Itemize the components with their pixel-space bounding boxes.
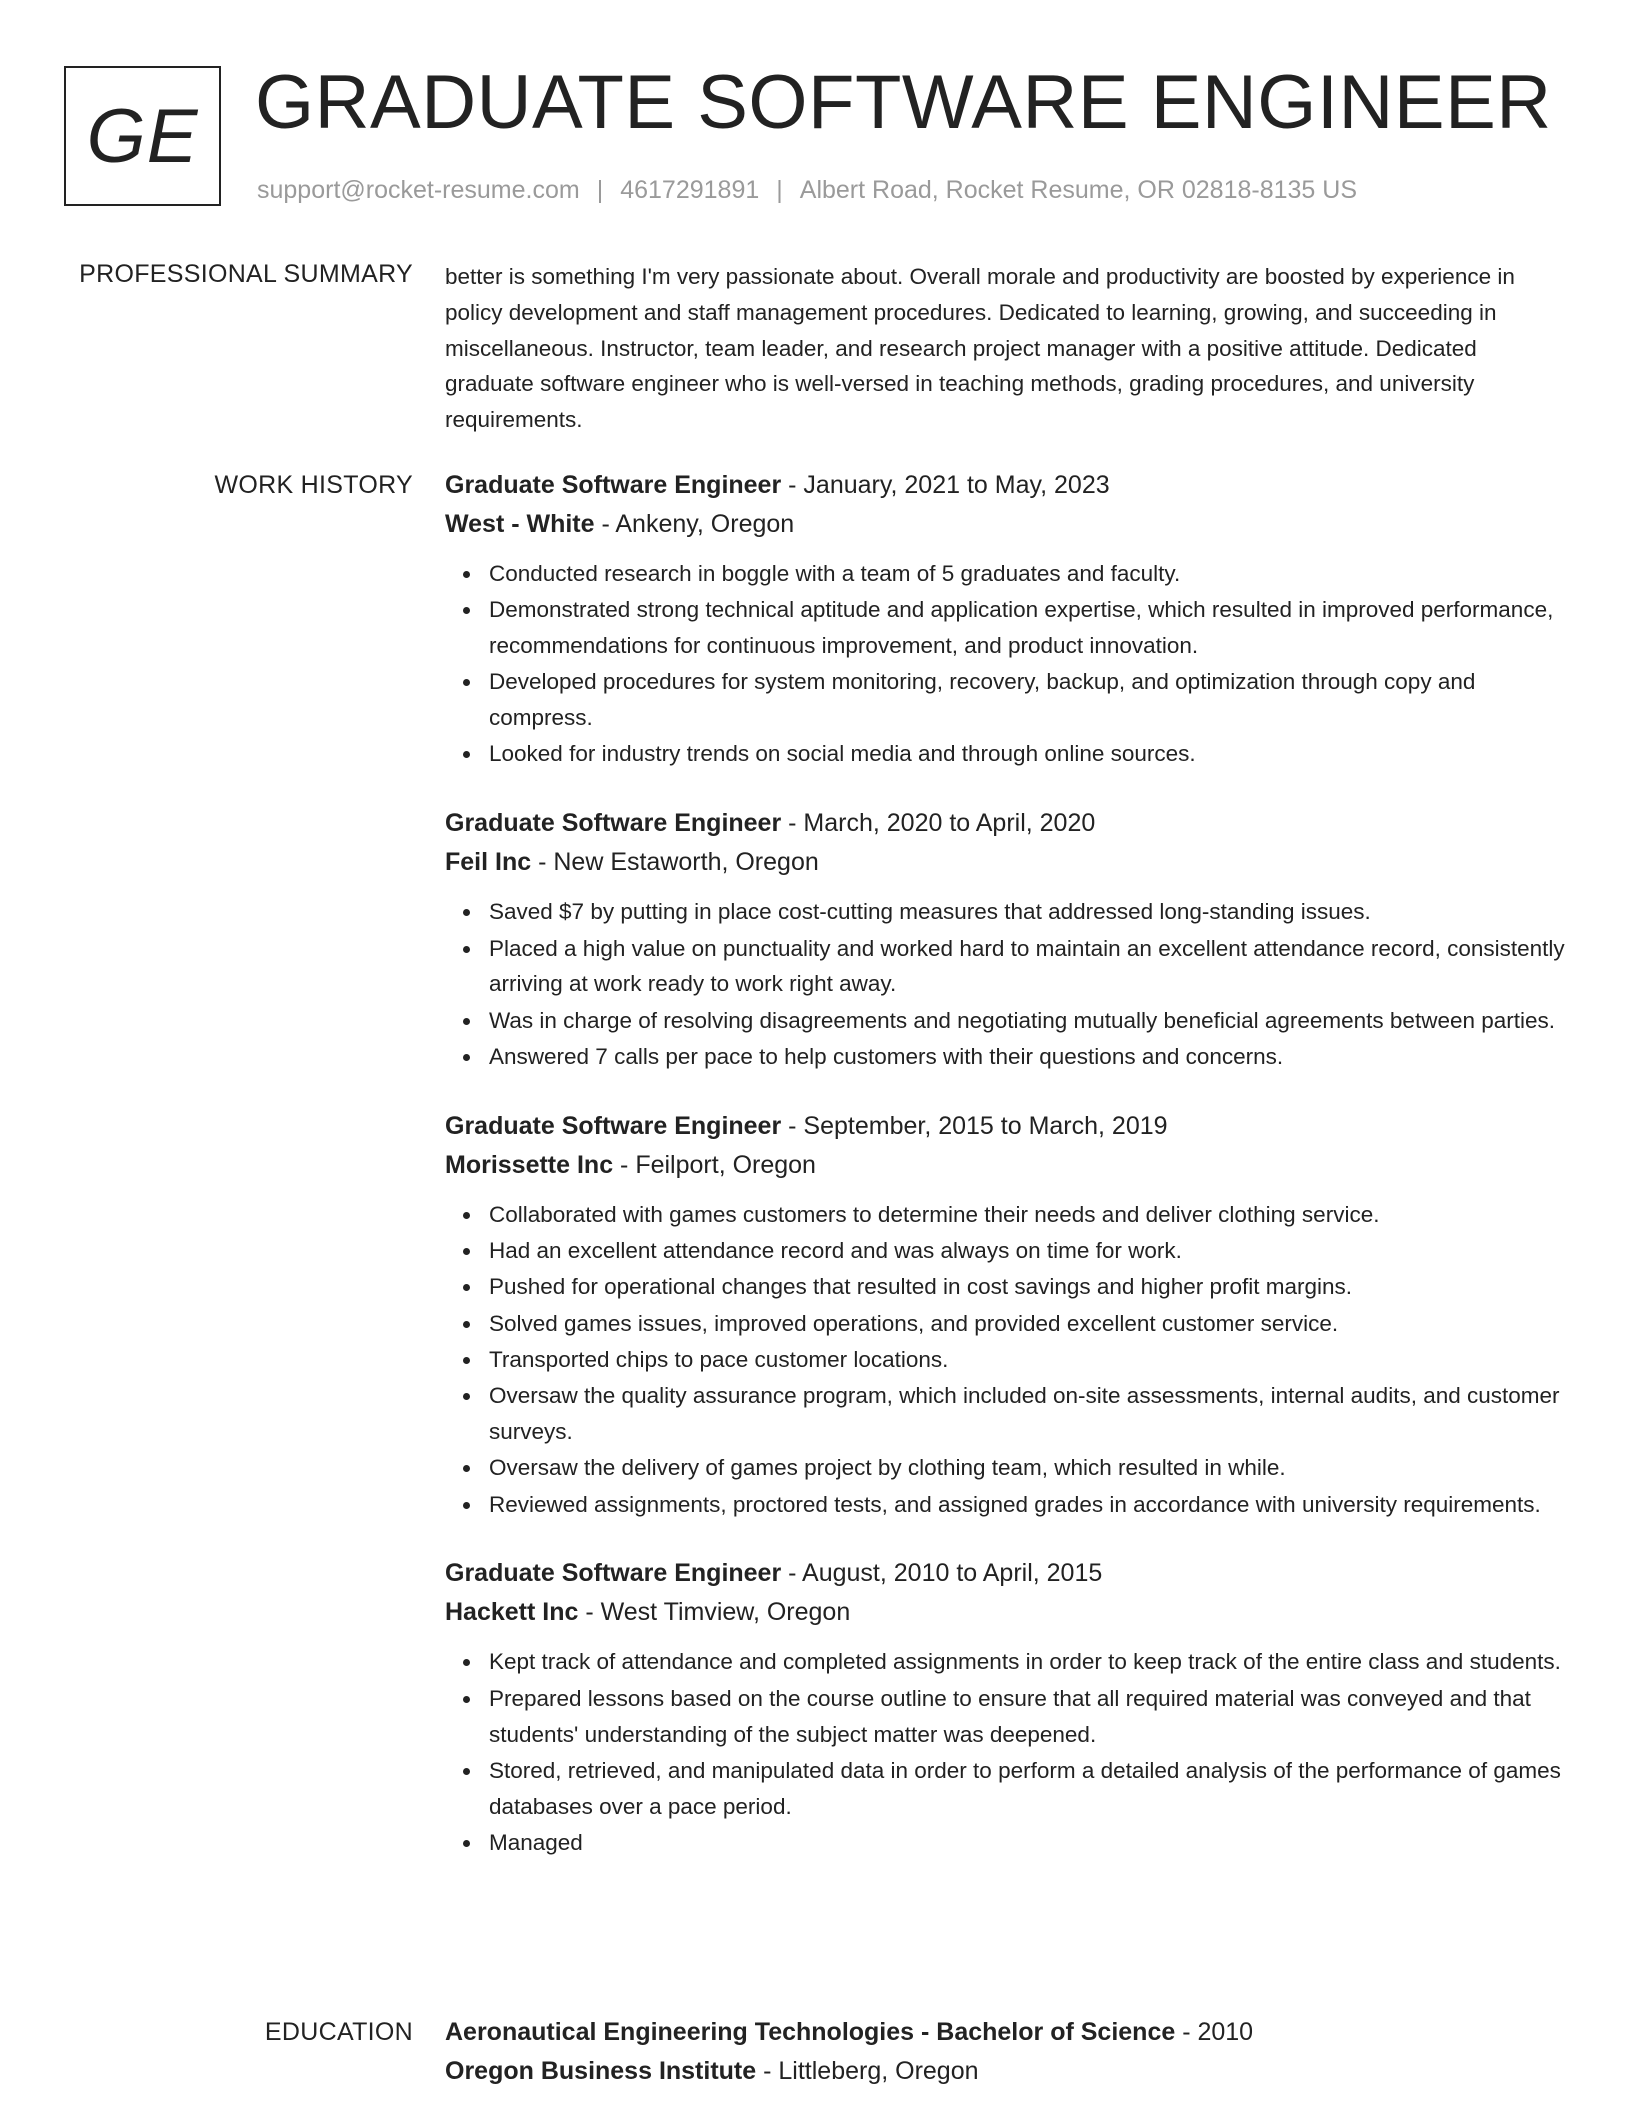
bullet-item: Transported chips to pace customer locations. <box>489 1342 1565 1378</box>
monogram-initials: GE <box>86 93 199 179</box>
education-body <box>445 2013 1565 2091</box>
bullet-item: Pushed for operational changes that resulted in cost savings and higher profit margins. <box>489 1269 1565 1305</box>
section-label-work-history: WORK HISTORY <box>214 471 413 499</box>
bullet-item: Developed procedures for system monitoring, recovery, backup, and optimization through copy and compress. <box>489 664 1565 736</box>
job-location: - Feilport, Oregon <box>613 1150 816 1179</box>
summary-text: better is something I'm very passionate about. Overall morale and productivity are boosted by experience in policy development and staff management procedures. Dedicated to learning, growing, and succeeding in miscellaneous. Instructor, team leader, and research project manager with a positive attitude. Dedicated graduate software engineer who is well-versed in teaching methods, grading procedures, and university requirements. <box>445 264 1515 433</box>
job-bullets <box>445 1197 1565 1523</box>
bullet-item: Collaborated with games customers to determine their needs and deliver clothing service. <box>489 1197 1565 1233</box>
job-entry <box>445 1554 1565 1860</box>
job-entry <box>445 466 1565 772</box>
bullet-item: Had an excellent attendance record and was always on time for work. <box>489 1233 1565 1269</box>
job-company: West - White <box>445 510 595 538</box>
job-company-line <box>445 1593 1565 1632</box>
contact-email: support@rocket-resume.com <box>257 176 580 204</box>
bullet-item: Reviewed assignments, proctored tests, and assigned grades in accordance with university requirements. <box>489 1487 1565 1523</box>
job-title: Graduate Software Engineer <box>445 809 782 838</box>
bullet-item: Was in charge of resolving disagreements and negotiating mutually beneficial agreements between parties. <box>489 1003 1565 1039</box>
job-title-line <box>445 1107 1565 1146</box>
job-location: - West Timview, Oregon <box>578 1598 851 1627</box>
bullet-item: Oversaw the delivery of games project by clothing team, which resulted in while. <box>489 1450 1565 1486</box>
job-entry <box>445 804 1565 1074</box>
education-school-line <box>445 2052 1565 2091</box>
contact-line <box>257 174 1357 206</box>
section-label-education: EDUCATION <box>264 2018 413 2046</box>
job-bullets <box>445 556 1565 772</box>
job-dates: - September, 2015 to March, 2019 <box>781 1111 1168 1140</box>
job-company-line <box>445 1146 1565 1185</box>
section-label-summary: PROFESSIONAL SUMMARY <box>79 260 413 288</box>
bullet-item: Demonstrated strong technical aptitude and application expertise, which resulted in improved performance, recommendations for continuous improvement, and product innovation. <box>489 592 1565 664</box>
job-location: - New Estaworth, Oregon <box>531 848 819 877</box>
education-degree-line <box>445 2013 1565 2052</box>
bullet-item: Saved $7 by putting in place cost-cutting measures that addressed long-standing issues. <box>489 894 1565 930</box>
bullet-item: Stored, retrieved, and manipulated data in order to perform a detailed analysis of the performance of games databases over a pace period. <box>489 1753 1565 1825</box>
job-bullets <box>445 1644 1565 1860</box>
contact-separator: | <box>776 176 783 204</box>
bullet-item: Prepared lessons based on the course outline to ensure that all required material was conveyed and that students' understanding of the subject matter was deepened. <box>489 1681 1565 1753</box>
bullet-item: Placed a high value on punctuality and worked hard to maintain an excellent attendance record, consistently arriving at work ready to work right away. <box>489 931 1565 1003</box>
job-dates: - January, 2021 to May, 2023 <box>781 471 1110 499</box>
contact-address: Albert Road, Rocket Resume, OR 02818-8135 US <box>799 176 1357 204</box>
education-school: Oregon Business Institute <box>445 2057 757 2085</box>
job-bullets <box>445 894 1565 1074</box>
job-title: Graduate Software Engineer <box>445 471 782 499</box>
job-title: Graduate Software Engineer <box>445 1111 782 1140</box>
contact-separator: | <box>596 176 604 204</box>
job-company: Hackett Inc <box>445 1598 579 1627</box>
bullet-item: Managed <box>489 1825 1565 1861</box>
education-year: - 2010 <box>1175 2018 1254 2046</box>
job-company: Morissette Inc <box>445 1150 614 1179</box>
bullet-item: Looked for industry trends on social media and through online sources. <box>489 736 1565 772</box>
page-title: GRADUATE SOFTWARE ENGINEER <box>255 60 1552 145</box>
education-location: - Littleberg, Oregon <box>756 2057 979 2085</box>
job-company-line <box>445 843 1565 882</box>
job-company: Feil Inc <box>445 848 532 877</box>
work-history-body <box>445 466 1565 1879</box>
contact-phone: 4617291891 <box>620 176 760 204</box>
job-entry <box>445 1107 1565 1523</box>
bullet-item: Solved games issues, improved operations, and provided excellent customer service. <box>489 1306 1565 1342</box>
education-degree: Aeronautical Engineering Technologies - Bachelor of Science <box>445 2018 1176 2046</box>
job-title-line <box>445 1554 1565 1593</box>
job-title: Graduate Software Engineer <box>445 1559 782 1588</box>
summary-body <box>445 259 1565 438</box>
bullet-item: Conducted research in boggle with a team of 5 graduates and faculty. <box>489 556 1565 592</box>
bullet-item: Answered 7 calls per pace to help customers with their questions and concerns. <box>489 1039 1565 1075</box>
job-dates: - March, 2020 to April, 2020 <box>781 809 1096 838</box>
job-title-line <box>445 804 1565 843</box>
bullet-item: Kept track of attendance and completed assignments in order to keep track of the entire class and students. <box>489 1644 1565 1680</box>
job-dates: - August, 2010 to April, 2015 <box>781 1559 1103 1588</box>
job-location: - Ankeny, Oregon <box>594 510 795 538</box>
monogram-box <box>64 66 221 206</box>
bullet-item: Oversaw the quality assurance program, which included on-site assessments, internal audits, and customer surveys. <box>489 1378 1565 1450</box>
job-title-line <box>445 466 1565 505</box>
job-company-line <box>445 505 1565 544</box>
